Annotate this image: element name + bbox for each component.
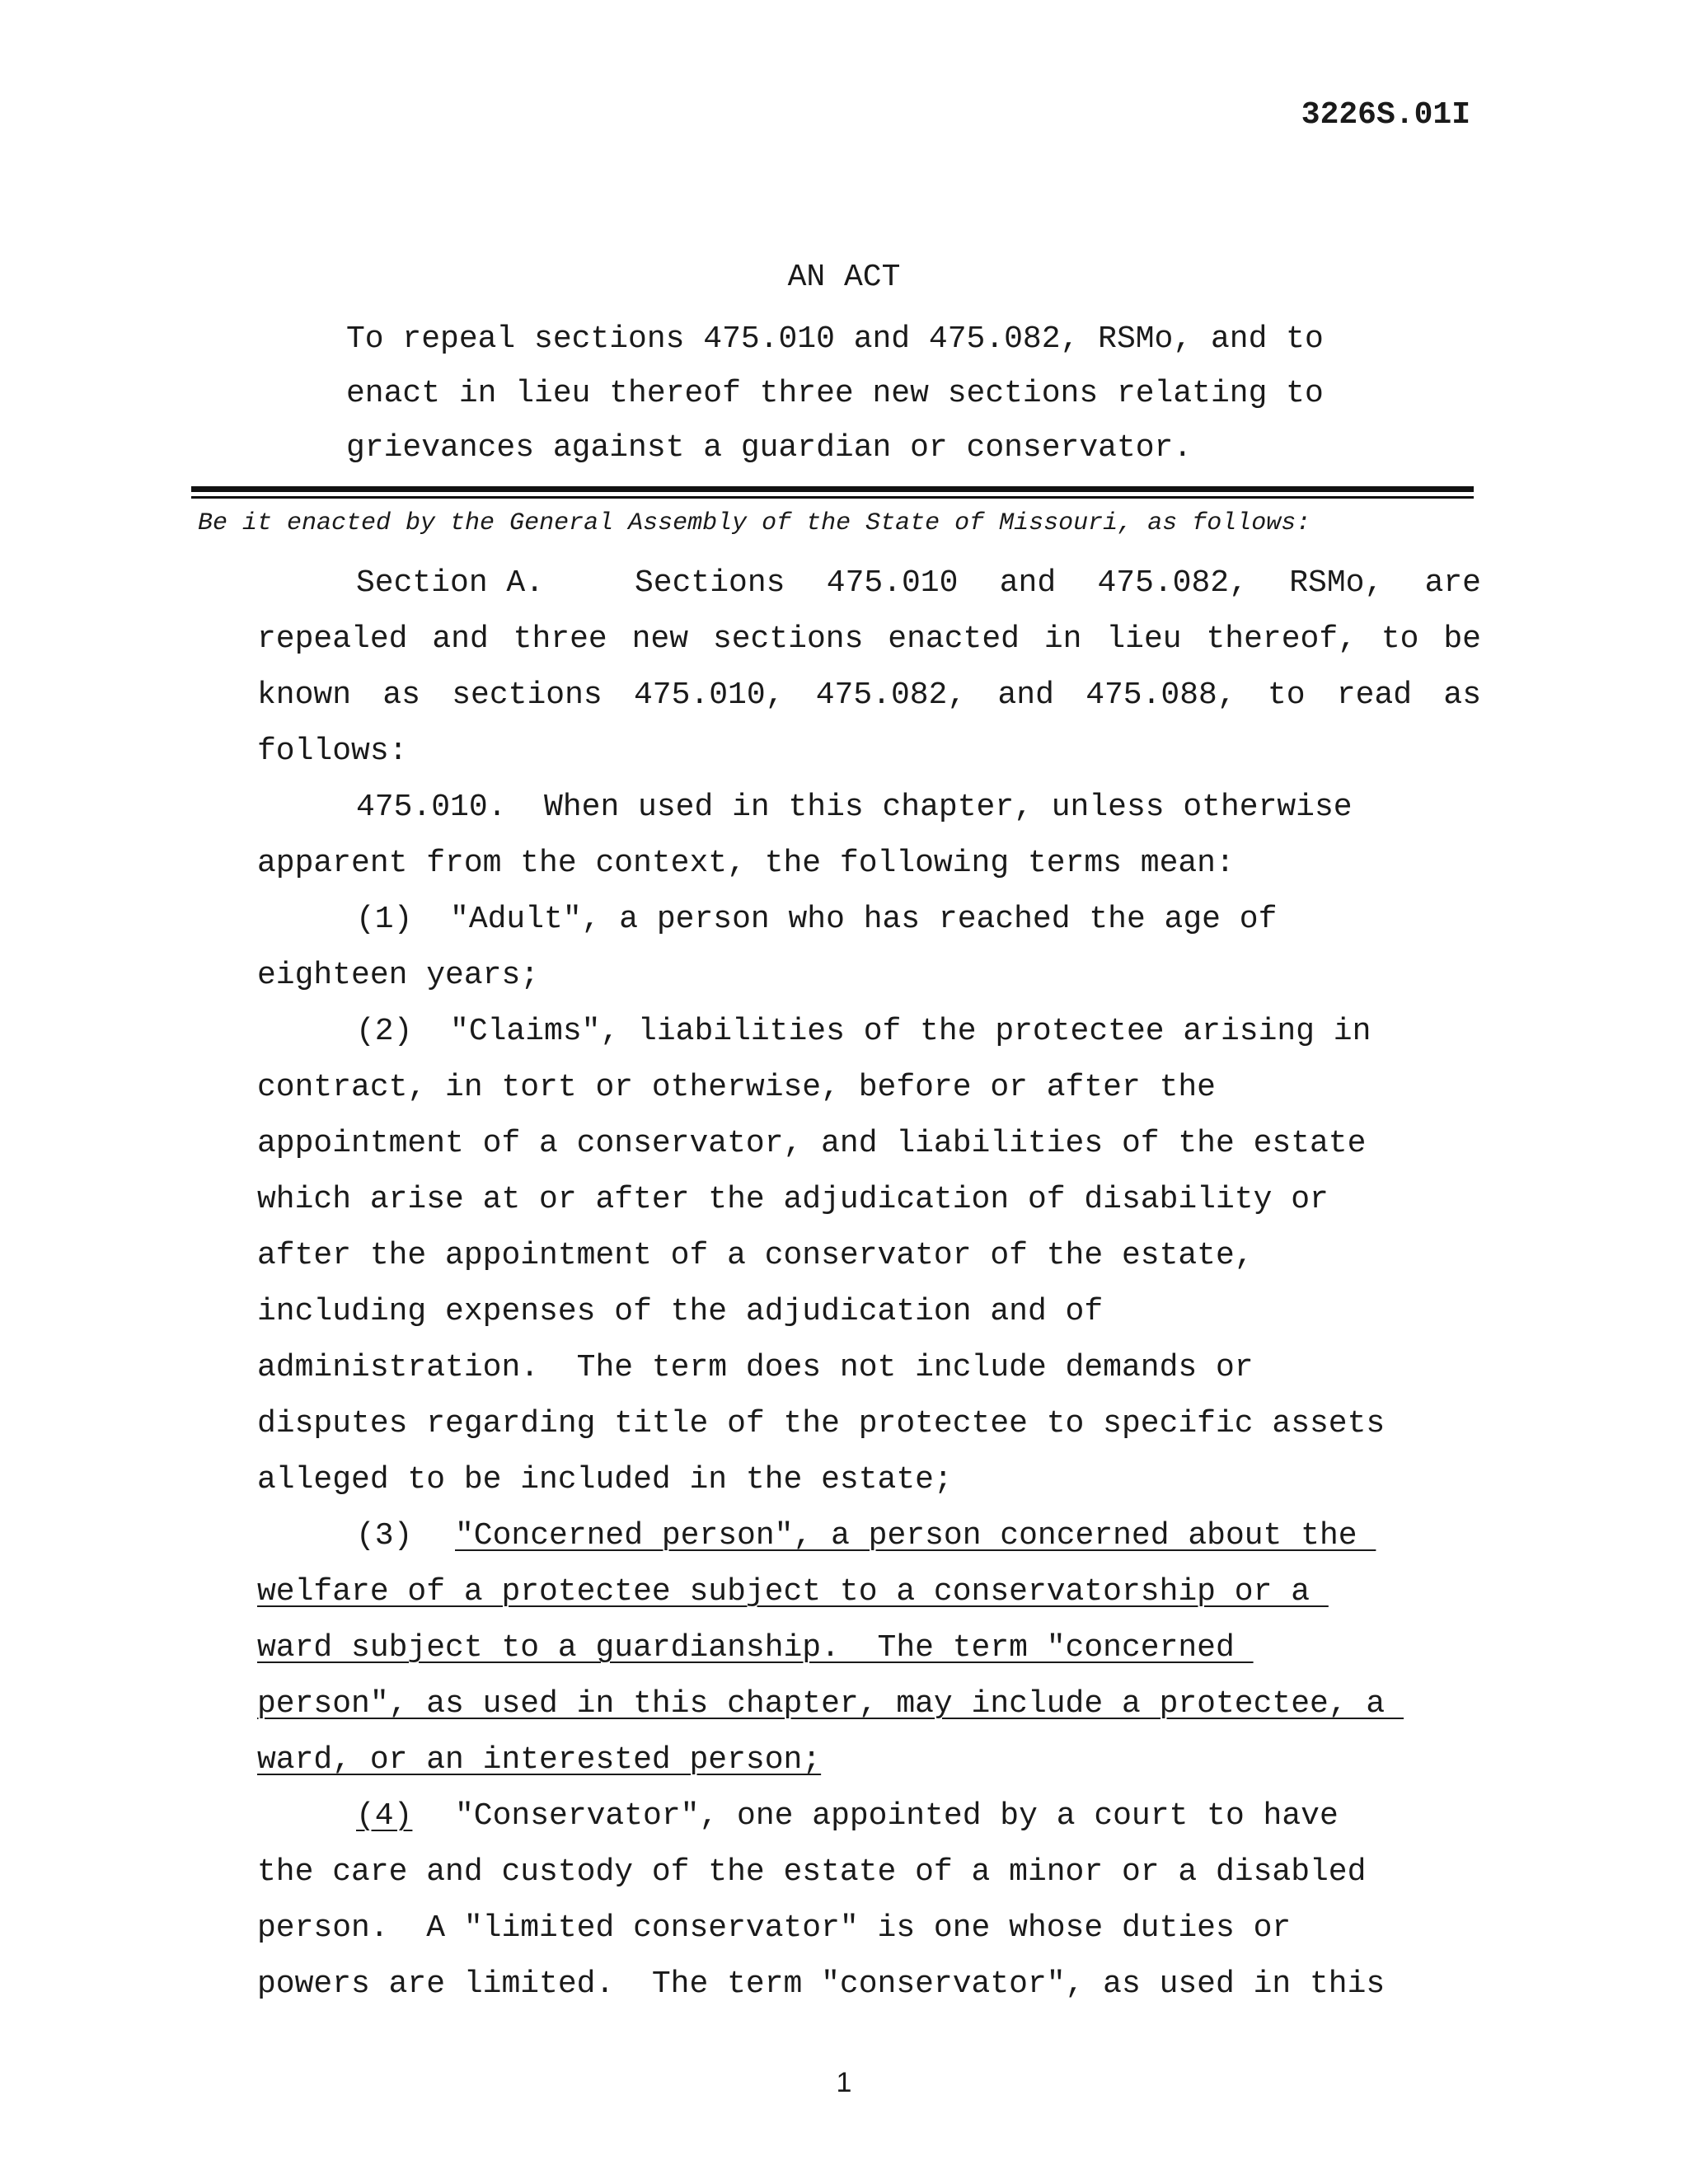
section-a-line-4: follows: [257, 733, 408, 769]
definition-4-line-3: person. A "limited conservator" is one whose duties or [257, 1910, 1292, 1946]
section-475-010-line-2: apparent from the context, the following terms mean: [257, 846, 1235, 881]
title-rule-thin [191, 496, 1474, 499]
definition-2-line-9: alleged to be included in the estate; [257, 1462, 953, 1497]
section-a-line-1: Sections 475.010 and 475.082, RSMo, are [635, 565, 1481, 601]
definition-2-line-4: which arise at or after the adjudication of disability or [257, 1182, 1329, 1217]
title-rule-thick [191, 486, 1474, 492]
definition-2-line-1: (2) "Claims", liabilities of the protectee arising in [356, 1014, 1372, 1049]
definition-3-number: (3) [356, 1518, 413, 1554]
definition-4-line-4: powers are limited. The term "conservator", as used in this [257, 1966, 1386, 2002]
definition-3-line-3: ward subject to a guardianship. The term "concerned [257, 1630, 1254, 1666]
section-475-010-line-1: 475.010. When used in this chapter, unless otherwise [356, 790, 1353, 825]
definition-2-line-8: disputes regarding title of the protectee to specific assets [257, 1406, 1386, 1441]
title-line-1: To repeal sections 475.010 and 475.082, RSMo, and to [346, 321, 1324, 357]
definition-1-line-1: (1) "Adult", a person who has reached the age of [356, 902, 1278, 937]
enacting-clause: Be it enacted by the General Assembly of the State of Missouri, as follows: [198, 509, 1311, 537]
bill-number: 3226S.01I [1301, 97, 1470, 133]
definition-2-line-6: including expenses of the adjudication and of [257, 1294, 1104, 1329]
section-a-line-2: repealed and three new sections enacted in lieu thereof, to be [257, 621, 1481, 657]
definition-3-line-4: person", as used in this chapter, may include a protectee, a [257, 1686, 1404, 1722]
definition-2-line-7: administration. The term does not include demands or [257, 1350, 1254, 1385]
definition-4-line-2: the care and custody of the estate of a minor or a disabled [257, 1854, 1367, 1890]
page-number: 1 [836, 2067, 852, 2098]
definition-3-line-1: "Concerned person", a person concerned about the [455, 1518, 1376, 1554]
definition-2-line-2: contract, in tort or otherwise, before or after the [257, 1070, 1216, 1105]
title-line-3: grievances against a guardian or conservator. [346, 430, 1193, 466]
definition-1-line-2: eighteen years; [257, 958, 540, 993]
definition-4-number: (4) [356, 1798, 413, 1834]
definition-3-line-2: welfare of a protectee subject to a conservatorship or a [257, 1574, 1329, 1610]
title-line-2: enact in lieu thereof three new sections relating to [346, 376, 1324, 411]
act-heading: AN ACT [787, 260, 901, 295]
definition-2-line-5: after the appointment of a conservator of the estate, [257, 1238, 1254, 1273]
section-a-line-3: known as sections 475.010, 475.082, and 475.088, to read as [257, 677, 1481, 713]
definition-2-line-3: appointment of a conservator, and liabilities of the estate [257, 1126, 1367, 1161]
definition-4-line-1: "Conservator", one appointed by a court to have [455, 1798, 1339, 1834]
definition-3-line-5: ward, or an interested person; [257, 1742, 822, 1778]
section-a-label: Section A. [356, 565, 545, 601]
